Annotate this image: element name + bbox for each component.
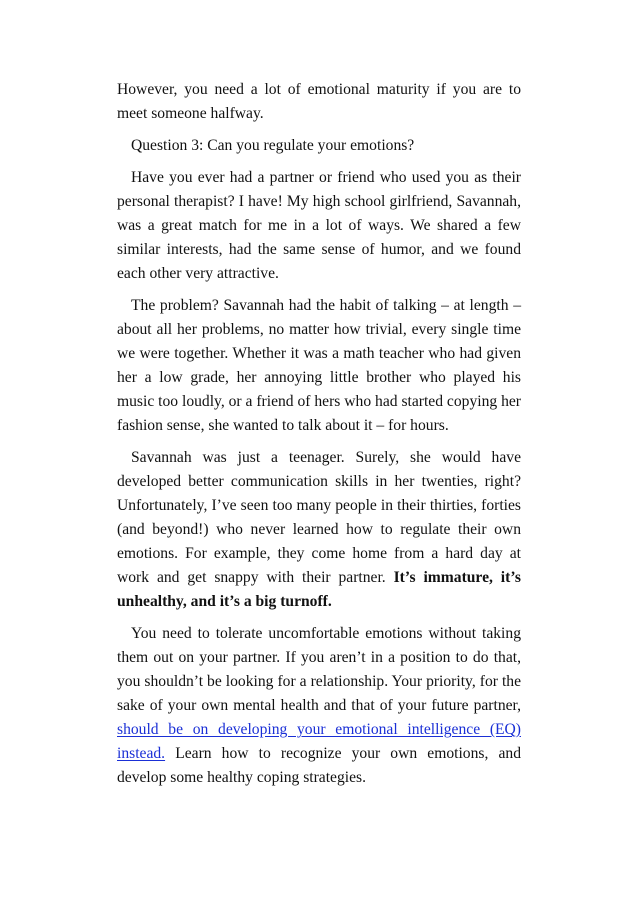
paragraph-intro: However, you need a lot of emotional maturity if you are to meet someone halfway. [117, 81, 521, 122]
paragraph-tolerate-ending: Learn how to recognize your own emotions, and develop some healthy coping strategies. [117, 745, 521, 786]
paragraph-problem: The problem? Savannah had the habit of talking – at length – about all her problems, no matter how trivial, every single time we were together. Whether it was a math teacher who had given her a low grade, her annoying little brother who played his music too loudly, or a friend of hers who had started copying her fashion sense, she wanted to talk about it – for hours. [117, 297, 521, 434]
emotional-intelligence-link[interactable]: should be on developing your emotional intelligence (EQ) instead. [117, 721, 521, 762]
document-page [117, 78, 521, 798]
paragraph-tolerate-text: You need to tolerate uncomfortable emotions without taking them out on your partner. If you aren’t in a position to do that, you shouldn’t be looking for a relationship. Your priority, for the sake of your own mental health and that of your future partner, [117, 625, 521, 714]
paragraph-teenager-text: Savannah was just a teenager. Surely, she would have developed better communication skills in her twenties, right? Unfortunately, I’ve seen too many people in their thirties, forties (and beyond!) who never learned how to regulate their own emotions. For example, they come home from a hard day at work and get snappy with their partner. [117, 449, 521, 586]
paragraph-tolerate [117, 622, 521, 790]
paragraph-teenager [117, 446, 521, 614]
bold-statement: It’s immature, it’s unhealthy, and it’s a big turnoff. [117, 569, 521, 610]
question-heading: Question 3: Can you regulate your emotions? [131, 137, 415, 154]
paragraph-therapist: Have you ever had a partner or friend who used you as their personal therapist? I have! My high school girlfriend, Savannah, was a great match for me in a lot of ways. We shared a few similar interests, had the same sense of humor, and we found each other very attractive. [117, 169, 521, 282]
